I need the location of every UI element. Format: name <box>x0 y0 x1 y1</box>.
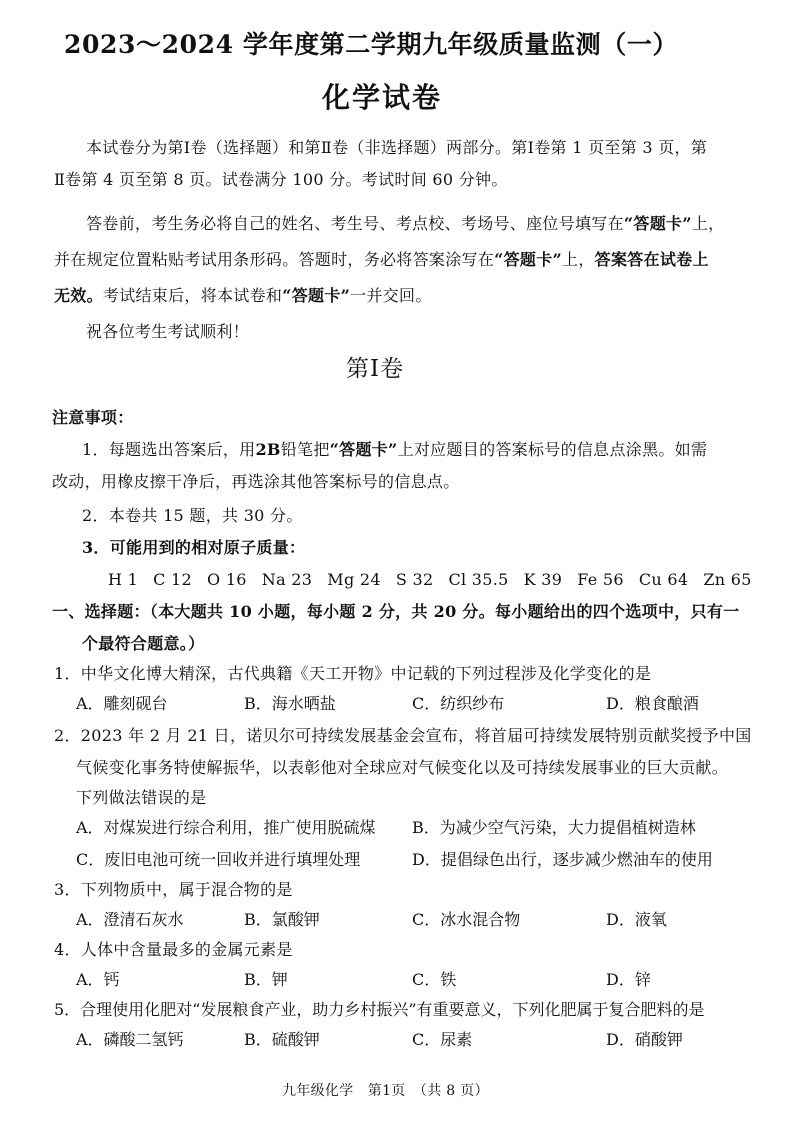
text: 上， <box>562 250 595 269</box>
text: 答卷前，考生务必将自己的姓名、考生号、考点校、考场号、座位号填写在 <box>86 214 624 233</box>
text: 1．每题选出答案后，用 <box>82 440 256 459</box>
option-d: D．粮食酿酒 <box>606 694 699 713</box>
answer-card-term: “答题卡” <box>282 286 351 305</box>
note-1-line1 <box>82 440 707 460</box>
atomic-mass: S 32 <box>395 570 434 589</box>
option-c: C．铁 <box>412 970 457 989</box>
note-3: 3．可能用到的相对原子质量： <box>82 538 306 557</box>
option-c: C．废旧电池可统一回收并进行填埋处理 <box>76 850 361 869</box>
option-b: B．为减少空气污染，大力提倡植树造林 <box>412 818 696 837</box>
atomic-mass: Cl 35.5 <box>448 570 509 589</box>
option-a: A．钙 <box>76 970 120 989</box>
section-1-line2: 个最符合题意。） <box>82 634 205 653</box>
atomic-mass: H 1 <box>108 570 139 589</box>
atomic-mass: C 12 <box>153 570 193 589</box>
option-c: C．尿素 <box>412 1030 473 1049</box>
intro-p2-line2 <box>54 250 709 270</box>
text: 并在规定位置粘贴考试用条形码。答题时，务必将答案涂写在 <box>54 250 495 269</box>
question-stem-line3: 下列做法错误的是 <box>76 788 207 807</box>
question-stem-line1: 2．2023 年 2 月 21 日，诺贝尔可持续发展基金会宣布，将首届可持续发展特别贡献奖授予中国 <box>54 726 752 745</box>
option-b: B．钾 <box>244 970 288 989</box>
option-a: A．对煤炭进行综合利用，推广使用脱硫煤 <box>76 818 376 837</box>
atomic-mass: K 39 <box>523 570 563 589</box>
section-1-line1: 一、选择题：（本大题共 10 小题，每小题 2 分，共 20 分。每小题给出的四个选项中，只有一 <box>52 602 740 621</box>
atomic-mass: Mg 24 <box>327 570 381 589</box>
subject-title: 化学试卷 <box>322 81 443 114</box>
notes-heading: 注意事项： <box>52 408 134 427</box>
option-c: C．冰水混合物 <box>412 910 521 929</box>
option-a: A．磷酸二氢钙 <box>76 1030 184 1049</box>
option-b: B．硫酸钾 <box>244 1030 320 1049</box>
option-a: A．澄清石灰水 <box>76 910 184 929</box>
text: 上， <box>691 214 725 233</box>
option-b: B．氯酸钾 <box>244 910 320 929</box>
text: 铅笔把 <box>280 440 330 459</box>
atomic-mass: Fe 56 <box>577 570 624 589</box>
option-c: C．纺织纱布 <box>412 694 505 713</box>
option-b: B．海水晒盐 <box>244 694 336 713</box>
note-2: 2．本卷共 15 题，共 30 分。 <box>82 506 303 525</box>
intro-p1-line1: 本试卷分为第Ⅰ卷（选择题）和第Ⅱ卷（非选择题）两部分。第Ⅰ卷第 1 页至第 3 页，第 <box>86 138 708 157</box>
option-d: D．硝酸钾 <box>606 1030 683 1049</box>
atomic-masses <box>108 570 767 590</box>
text: 上对应题目的答案标号的信息点涂黑。如需 <box>397 440 708 459</box>
atomic-mass: Cu 64 <box>638 570 689 589</box>
question-stem: 4．人体中含量最多的金属元素是 <box>54 940 293 959</box>
answer-card-term: “答题卡” <box>494 250 563 269</box>
answer-card-term: “答题卡” <box>623 214 692 233</box>
volume-title: 第Ⅰ卷 <box>346 356 405 382</box>
text: 考试结束后，将本试卷和 <box>102 286 283 305</box>
option-a: A．雕刻砚台 <box>76 694 168 713</box>
page-footer: 九年级化学 第1页 （共 8 页） <box>282 1083 489 1099</box>
atomic-mass: Na 23 <box>261 570 313 589</box>
exam-title: 2023～2024 学年度第二学期九年级质量监测（一） <box>64 30 679 59</box>
intro-p1-line2: Ⅱ卷第 4 页至第 8 页。试卷满分 100 分。考试时间 60 分钟。 <box>54 170 508 189</box>
option-d: D．提倡绿色出行，逐步减少燃油车的使用 <box>412 850 713 869</box>
option-d: D．锌 <box>606 970 651 989</box>
option-d: D．液氧 <box>606 910 667 929</box>
question-stem-line2: 气候变化事务特使解振华，以表彰他对全球应对气候变化以及可持续发展事业的巨大贡献。 <box>76 758 729 777</box>
atomic-mass: Zn 65 <box>703 570 752 589</box>
answer-card-term: “答题卡” <box>329 440 398 459</box>
good-luck-text: 祝各位考生考试顺利！ <box>86 322 250 341</box>
intro-p2-line3 <box>54 286 432 306</box>
question-stem: 1．中华文化博大精深，古代典籍《天工开物》中记载的下列过程涉及化学变化的是 <box>54 664 652 683</box>
text: 一并交回。 <box>350 286 432 305</box>
intro-p2-line1 <box>86 214 724 234</box>
question-stem: 3．下列物质中，属于混合物的是 <box>54 880 293 899</box>
atomic-mass: O 16 <box>207 570 247 589</box>
bold-warning: 无效。 <box>54 286 103 305</box>
pencil-type: 2B <box>255 440 281 459</box>
note-1-line2: 改动，用橡皮擦干净后，再选涂其他答案标号的信息点。 <box>52 472 460 491</box>
question-stem: 5．合理使用化肥对“发展粮食产业，助力乡村振兴”有重要意义，下列化肥属于复合肥料的是 <box>54 1000 705 1019</box>
bold-warning: 答案答在试卷上 <box>594 250 709 269</box>
